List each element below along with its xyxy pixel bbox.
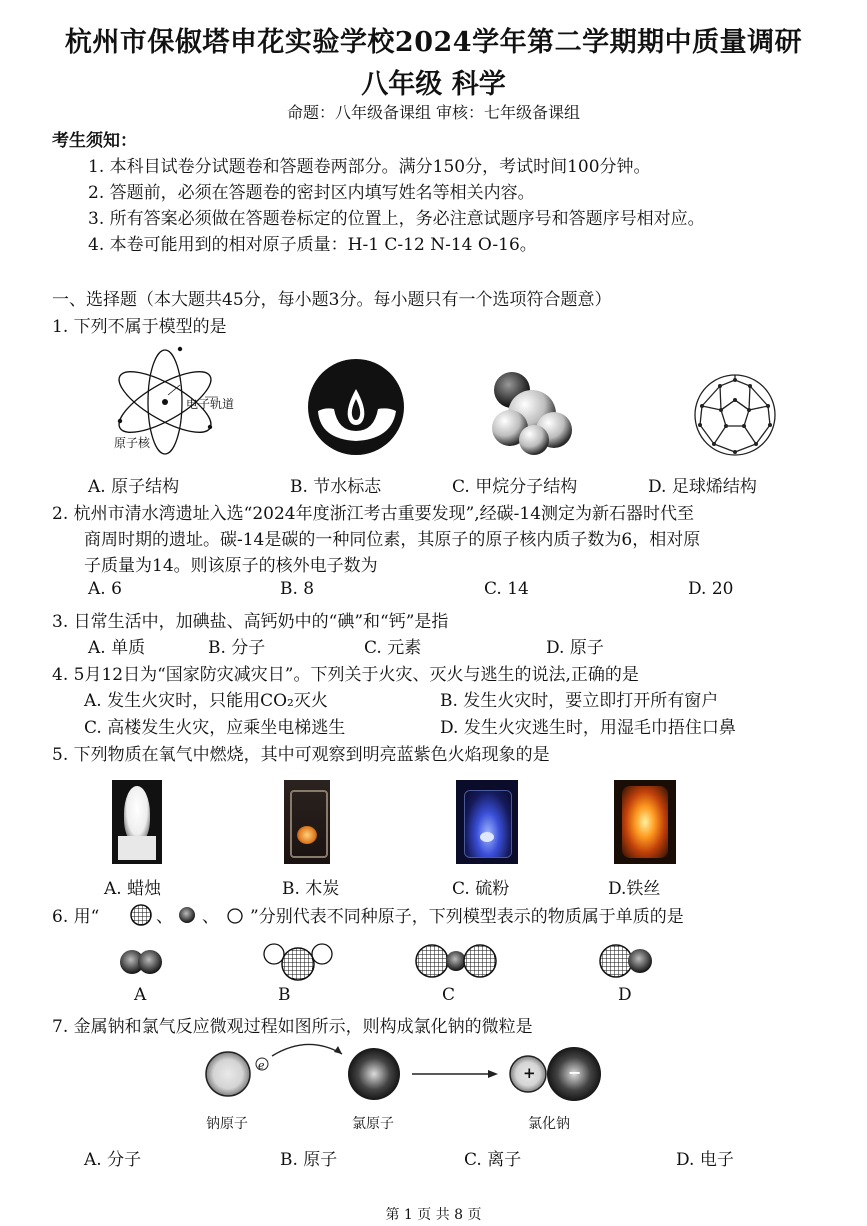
q5-option-b: B. 木炭 xyxy=(282,879,340,899)
sulfur-burning-photo xyxy=(456,780,518,864)
atom-nucleus-label: 原子核 xyxy=(114,436,151,450)
question-3-stem: 3. 日常生活中，加碘盐、高钙奶中的“碘”和“钙”是指 xyxy=(52,612,449,632)
q6-model-c xyxy=(414,942,498,980)
question-2-line: 商周时期的遗址。碳-14是碳的一种同位素，其原子的原子核内质子数为6，相对原 xyxy=(84,530,701,550)
q4-option-d: D. 发生火灾逃生时，用湿毛巾捂住口鼻 xyxy=(440,718,736,738)
electron-symbol: e xyxy=(258,1059,265,1072)
label-sodium-chloride: 氯化钠 xyxy=(528,1116,570,1132)
page-footer: 第 1 页 共 8 页 xyxy=(385,1207,482,1223)
question-6-stem-prefix: 6. 用“ xyxy=(52,907,100,927)
q2-option-a: A. 6 xyxy=(88,579,122,599)
q7-option-c: C. 离子 xyxy=(464,1150,522,1170)
exam-setter: 命题：八年级备课组 审核：七年级备课组 xyxy=(286,103,581,122)
charcoal-burning-photo xyxy=(284,780,330,864)
q4-option-b: B. 发生火灾时，要立即打开所有窗户 xyxy=(440,691,719,711)
q6-model-b xyxy=(260,942,336,982)
buckyball-figure xyxy=(690,370,780,460)
q6-label-a: A xyxy=(134,985,147,1005)
question-2-line: 子质量为14。则该原子的核外电子数为 xyxy=(84,556,378,576)
sodium-ion-plus-sign: + xyxy=(523,1064,536,1082)
white-atom-icon xyxy=(226,907,244,925)
q5-option-c: C. 硫粉 xyxy=(452,879,510,899)
notice-item: 4. 本卷可能用到的相对原子质量：H-1 C-12 N-14 O-16。 xyxy=(88,235,537,255)
dark-atom-icon xyxy=(178,906,196,924)
q4-option-a: A. 发生火灾时，只能用CO₂灭火 xyxy=(84,691,328,711)
q3-option-b: B. 分子 xyxy=(208,638,266,658)
q2-option-b: B. 8 xyxy=(280,579,315,599)
chloride-ion-minus-sign: − xyxy=(568,1063,582,1082)
q6-model-d xyxy=(598,942,656,980)
q1-option-a: A. 原子结构 xyxy=(88,477,180,497)
q6-label-d: D xyxy=(618,985,632,1005)
notice-item: 3. 所有答案必须做在答题卷标定的位置上，务必注意试题序号和答题序号相对应。 xyxy=(88,209,705,229)
candle-burning-photo xyxy=(112,780,162,864)
q2-option-d: D. 20 xyxy=(688,579,734,599)
question-1-stem: 1. 下列不属于模型的是 xyxy=(52,317,227,337)
q1-option-d: D. 足球烯结构 xyxy=(648,477,757,497)
q5-option-a: A. 蜡烛 xyxy=(104,879,162,899)
notice-item: 1. 本科目试卷分试题卷和答题卷两部分。满分150分，考试时间100分钟。 xyxy=(88,157,651,177)
question-2-line: 2. 杭州市清水湾遗址入选“2024年度浙江考古重要发现”,经碳-14测定为新石器时代至 xyxy=(52,504,695,524)
q2-option-c: C. 14 xyxy=(484,579,529,599)
question-6-stem-suffix: ”分别代表不同种原子，下列模型表示的物质属于单质的是 xyxy=(250,907,684,927)
notice-item: 2. 答题前，必须在答题卷的密封区内填写姓名等相关内容。 xyxy=(88,183,535,203)
section-heading: 一、选择题（本大题共45分，每小题3分。每小题只有一个选项符合题意） xyxy=(52,290,612,310)
exam-subtitle: 八年级 科学 xyxy=(361,69,506,100)
methane-molecule-figure xyxy=(490,372,576,456)
q7-option-a: A. 分子 xyxy=(84,1150,142,1170)
question-4-stem: 4. 5月12日为“国家防灾减灾日”。下列关于火灾、灭火与逃生的说法,正确的是 xyxy=(52,665,639,685)
label-chlorine-atom: 氯原子 xyxy=(352,1116,394,1132)
q5-option-d: D.铁丝 xyxy=(608,879,661,899)
q1-option-b: B. 节水标志 xyxy=(290,477,382,497)
q7-option-b: B. 原子 xyxy=(280,1150,338,1170)
q6-label-b: B xyxy=(278,985,291,1005)
question-7-stem: 7. 金属钠和氯气反应微观过程如图所示，则构成氯化钠的微粒是 xyxy=(52,1017,533,1037)
water-saving-logo-figure xyxy=(308,359,404,455)
atom-orbit-label: 电子轨道 xyxy=(186,397,235,411)
grid-atom-icon xyxy=(130,904,152,926)
question-6-sep: 、 xyxy=(202,907,219,927)
q1-option-c: C. 甲烷分子结构 xyxy=(452,477,578,497)
q6-label-c: C xyxy=(442,985,456,1005)
notice-heading: 考生须知： xyxy=(52,131,137,151)
question-5-stem: 5. 下列物质在氧气中燃烧，其中可观察到明亮蓝紫色火焰现象的是 xyxy=(52,745,550,765)
sodium-chloride-reaction-figure xyxy=(196,1040,616,1110)
label-sodium-atom: 钠原子 xyxy=(206,1116,248,1132)
q4-option-c: C. 高楼发生火灾，应乘坐电梯逃生 xyxy=(84,718,346,738)
q7-option-d: D. 电子 xyxy=(676,1150,734,1170)
q3-option-c: C. 元素 xyxy=(364,638,422,658)
iron-wire-burning-photo xyxy=(614,780,676,864)
question-6-sep: 、 xyxy=(156,907,173,927)
exam-title: 杭州市保俶塔申花实验学校2024学年第二学期期中质量调研 xyxy=(64,27,803,58)
q3-option-a: A. 单质 xyxy=(88,638,146,658)
q6-model-a xyxy=(118,948,166,976)
q3-option-d: D. 原子 xyxy=(546,638,604,658)
